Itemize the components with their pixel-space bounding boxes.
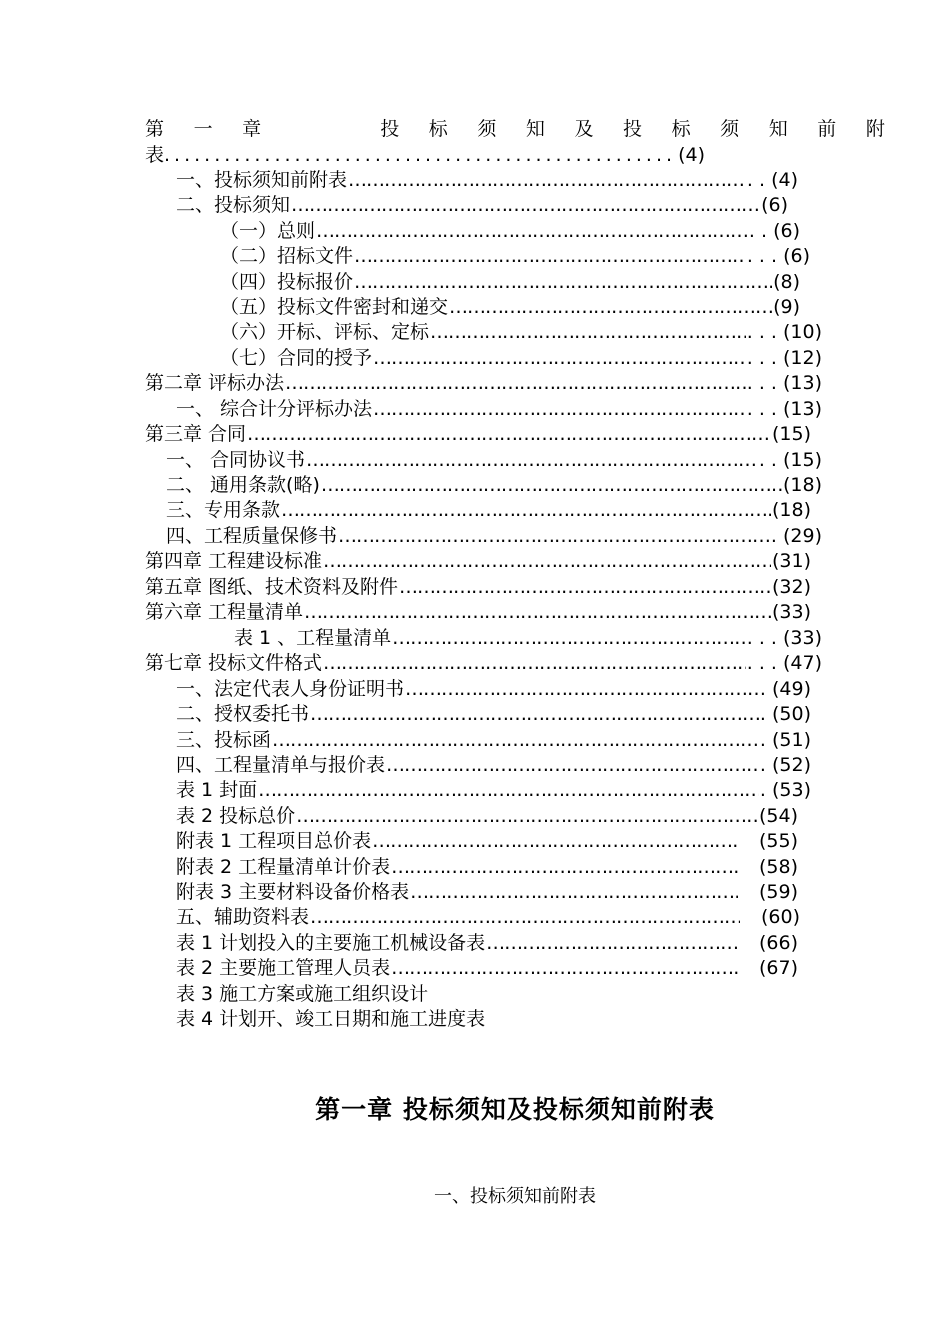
toc-label: 二、授权委托书 <box>176 703 310 725</box>
toc-entry[interactable] <box>220 270 800 295</box>
toc-entry[interactable] <box>220 219 800 244</box>
toc-leader-dots <box>164 143 678 168</box>
toc-entry[interactable] <box>176 931 798 956</box>
toc-page-number: . . (15) <box>758 449 822 471</box>
toc-leader-dots <box>386 753 759 778</box>
toc-entry[interactable] <box>176 728 811 753</box>
toc-leader-dots <box>354 270 772 295</box>
toc-label: 附表 1 工程项目总价表 <box>176 830 372 852</box>
toc-label: 第五章 图纸、技术资料及附件 <box>145 576 399 598</box>
toc-label: 表 2 投标总价 <box>176 805 296 827</box>
toc-page-number: . . . (6) <box>746 245 810 267</box>
toc-char: 知 <box>768 118 788 140</box>
toc-char: 标 <box>671 118 691 140</box>
toc-page-number: (8) <box>773 271 800 293</box>
toc-page-number: . . . (10) <box>746 321 822 343</box>
toc-char: 一 <box>193 118 213 140</box>
toc-page-number: (58) <box>758 856 798 878</box>
toc-page-number: . (52) <box>759 754 811 776</box>
toc-page-number: (18) <box>771 499 811 521</box>
toc-page-number: (55) <box>758 830 798 852</box>
toc-char: 及 <box>574 118 594 140</box>
toc-leader-dots <box>391 855 738 880</box>
toc-char: 投 <box>380 118 400 140</box>
toc-entry[interactable] <box>166 498 811 523</box>
toc-page-number: (32) <box>771 576 811 598</box>
toc-leader-dots <box>321 473 782 498</box>
toc-entry[interactable] <box>145 651 822 676</box>
toc-label: （二）招标文件 <box>220 245 354 267</box>
toc-page-number: . . . (47) <box>746 652 822 674</box>
toc-label: 一、 合同协议书 <box>166 449 306 471</box>
toc-entry[interactable] <box>220 244 810 269</box>
toc-label: 表 <box>145 144 165 166</box>
toc-leader-dots <box>306 448 758 473</box>
toc-entry[interactable] <box>176 880 798 905</box>
toc-entry[interactable] <box>145 575 811 600</box>
toc-char: 投 <box>623 118 643 140</box>
toc-entry[interactable] <box>176 1007 776 1032</box>
toc-entry[interactable] <box>220 346 822 371</box>
toc-entry[interactable] <box>220 320 822 345</box>
toc-leader-dots <box>449 295 772 320</box>
toc-entry[interactable] <box>145 549 811 574</box>
toc-page-number: . . (6) <box>748 220 800 242</box>
toc-entry[interactable] <box>166 473 822 498</box>
toc-leader-dots <box>291 193 760 218</box>
toc-leader-dots <box>296 804 758 829</box>
toc-label: 表 4 计划开、竣工日期和施工进度表 <box>176 1008 486 1030</box>
toc-page-number: (18) <box>782 474 822 496</box>
toc-label: 表 1 封面 <box>176 779 258 801</box>
toc-page-number: . (49) <box>759 678 811 700</box>
toc-label: 附表 2 工程量清单计价表 <box>176 856 391 878</box>
toc-page-number: (4) <box>678 144 705 166</box>
toc-leader-dots <box>258 778 759 803</box>
toc-page-number: (67) <box>758 957 798 979</box>
toc-entry[interactable] <box>176 855 798 880</box>
toc-entry[interactable] <box>176 168 798 193</box>
toc-entry[interactable] <box>176 677 811 702</box>
toc-char: 章 <box>242 118 262 140</box>
toc-leader-dots <box>405 677 759 702</box>
toc-leader-dots <box>304 600 771 625</box>
toc-page-number: (6) <box>761 194 788 216</box>
chapter-title: 第一章 投标须知及投标须知前附表 <box>315 1095 715 1124</box>
toc-entry[interactable] <box>145 422 811 447</box>
toc-leader-dots <box>272 728 759 753</box>
toc-leader-dots <box>285 371 746 396</box>
toc-label: 表 1 、工程量清单 <box>234 627 392 649</box>
toc-label: 第七章 投标文件格式 <box>145 652 323 674</box>
toc-page-number: . (29) <box>770 525 822 547</box>
toc-entry[interactable] <box>176 753 811 778</box>
toc-label: 一、投标须知前附表 <box>176 169 348 191</box>
toc-leader-dots <box>310 702 759 727</box>
toc-label: （五）投标文件密封和递交 <box>220 296 449 318</box>
toc-label: 第二章 评标办法 <box>145 372 285 394</box>
toc-label: 第三章 合同 <box>145 423 247 445</box>
toc-entry-chapter-1[interactable] <box>145 117 885 142</box>
toc-page-number: . . . (13) <box>746 372 822 394</box>
toc-page-number: (60) <box>760 906 800 928</box>
toc-page-number: (15) <box>771 423 811 445</box>
toc-entry[interactable] <box>176 778 811 803</box>
toc-label: 一、 综合计分评标办法 <box>176 398 373 420</box>
toc-label: 表 3 施工方案或施工组织设计 <box>176 983 429 1005</box>
toc-page-number: (9) <box>773 296 800 318</box>
toc-label: 三、专用条款 <box>166 499 281 521</box>
toc-char: 标 <box>428 118 448 140</box>
toc-label: 五、辅助资料表 <box>176 906 310 928</box>
toc-entry[interactable] <box>176 804 798 829</box>
toc-leader-dots <box>281 498 771 523</box>
toc-label: 附表 3 主要材料设备价格表 <box>176 881 410 903</box>
toc-page-number: . . (4) <box>746 169 798 191</box>
toc-entry[interactable] <box>234 626 822 651</box>
toc-entry[interactable] <box>176 397 822 422</box>
toc-entry[interactable] <box>166 448 822 473</box>
toc-page-number: . . . (12) <box>746 347 822 369</box>
toc-entry[interactable] <box>176 702 811 727</box>
toc-page-number: . (50) <box>759 703 811 725</box>
toc-page-number: (33) <box>771 601 811 623</box>
toc-leader-dots <box>323 651 746 676</box>
toc-entry-chapter-1-cont[interactable] <box>145 143 705 168</box>
toc-entry[interactable] <box>176 829 798 854</box>
toc-entry[interactable] <box>176 956 798 981</box>
toc-leader-dots <box>392 626 746 651</box>
toc-label: 三、投标函 <box>176 729 272 751</box>
toc-label: 第四章 工程建设标准 <box>145 550 323 572</box>
toc-leader-dots <box>399 575 771 600</box>
toc-char: 前 <box>817 118 837 140</box>
toc-leader-dots <box>310 905 740 930</box>
toc-leader-dots <box>338 524 770 549</box>
toc-entry[interactable] <box>176 982 776 1007</box>
toc-entry[interactable] <box>166 524 822 549</box>
toc-page-number: . (51) <box>759 729 811 751</box>
toc-leader-dots <box>247 422 771 447</box>
toc-entry[interactable] <box>145 600 811 625</box>
toc-leader-dots <box>486 931 738 956</box>
toc-page-number: (59) <box>758 881 798 903</box>
toc-char: 第 <box>145 118 165 140</box>
toc-page-number: (31) <box>771 550 811 572</box>
toc-leader-dots <box>354 244 746 269</box>
toc-char: 知 <box>525 118 545 140</box>
toc-leader-dots <box>348 168 746 193</box>
toc-char: 须 <box>477 118 497 140</box>
toc-page-number: (54) <box>758 805 798 827</box>
toc-page-number: . (53) <box>759 779 811 801</box>
toc-label: 第六章 工程量清单 <box>145 601 304 623</box>
toc-label: （四）投标报价 <box>220 271 354 293</box>
toc-leader-dots <box>430 320 746 345</box>
toc-label: （六）开标、评标、定标 <box>220 321 430 343</box>
toc-leader-dots <box>323 549 771 574</box>
toc-page-number: . . . (33) <box>746 627 822 649</box>
toc-entry[interactable] <box>176 905 800 930</box>
toc-leader-dots <box>410 880 738 905</box>
toc-entry[interactable] <box>145 371 822 396</box>
toc-entry[interactable] <box>176 193 788 218</box>
section-title: 一、投标须知前附表 <box>434 1186 596 1207</box>
toc-char: 附 <box>865 118 885 140</box>
toc-page-number: (66) <box>758 932 798 954</box>
toc-label: 四、工程质量保修书 <box>166 525 338 547</box>
toc-label: 一、法定代表人身份证明书 <box>176 678 405 700</box>
toc-label: 二、 通用条款(略) <box>166 474 320 496</box>
toc-label: 二、投标须知 <box>176 194 291 216</box>
toc-leader-dots <box>373 346 746 371</box>
toc-leader-dots <box>373 397 746 422</box>
toc-leader-dots <box>372 829 738 854</box>
toc-label: （一）总则 <box>220 220 316 242</box>
toc-label: 四、工程量清单与报价表 <box>176 754 386 776</box>
toc-leader-dots <box>391 956 738 981</box>
toc-label: （七）合同的授予 <box>220 347 373 369</box>
toc-entry[interactable] <box>220 295 800 320</box>
toc-page-number: . . . (13) <box>746 398 822 420</box>
toc-char: 须 <box>720 118 740 140</box>
toc-label: 表 2 主要施工管理人员表 <box>176 957 391 979</box>
toc-leader-dots <box>316 219 748 244</box>
toc-label: 表 1 计划投入的主要施工机械设备表 <box>176 932 486 954</box>
